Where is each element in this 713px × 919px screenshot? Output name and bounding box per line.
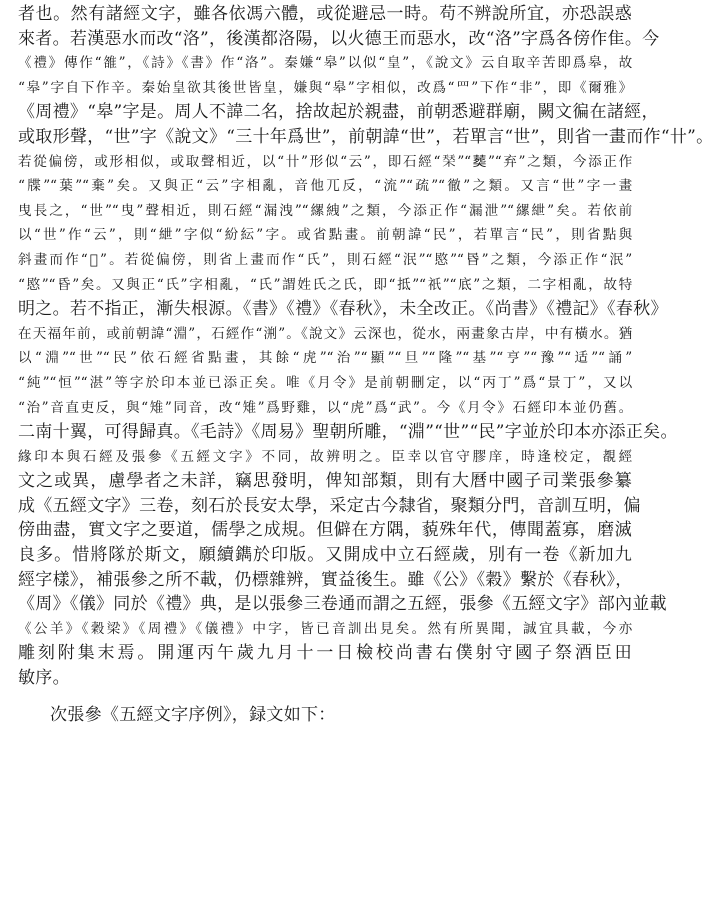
- text-line-28: 敏序。: [18, 668, 70, 689]
- text-line-13: 明之。若不指正，漸失根源。《書》《禮》《春秋》，未全改正。《尚書》《禮記》《春秋》: [18, 299, 668, 320]
- text-line-18: 二南十翼，可得歸真。《毛詩》《周易》聖朝所雕，“淵”“世”“民”字並於印本亦添正矣。: [18, 422, 678, 443]
- text-line-23: 良多。惜將隊於斯文，願續鐫於印版。又開成中立石經歲，別有一卷《新加九: [18, 545, 632, 566]
- text-line-6: 或取形聲，“世”字《說文》“三十年爲世”，前朝諱“世”，若單言“世”，則省一畫而作“卄”。: [18, 126, 713, 147]
- text-line-26: 《公羊》《穀梁》《周禮》《儀禮》中字，皆已音訓出見矣。然有所異聞，誠宜具載，今亦: [18, 620, 632, 637]
- text-line-25: 《周》《儀》同於《禮》典，是以張參三卷通而謂之五經，張參《五經文字》部內並載: [18, 594, 667, 615]
- text-line-24: 經字樣》，補張參之所不載，仍標雜辨，實益後生。雖《公》《穀》繫於《春秋》，: [18, 569, 633, 590]
- text-line-7: 若從偏傍，或形相似，或取聲相近，以“卄”形似“云”，即石經“𣓁”“𦵏”“弃”之類，今添正作: [18, 153, 632, 170]
- text-line-21: 成《五經文字》三卷，刻石於長安太學，采定古今隸省，聚類分門，音訓互明，偏: [18, 495, 641, 516]
- text-line-19: 緣印本與石經及張參《五經文字》不同，故辨明之。臣幸以官守膠庠，時逢校定，覩經: [18, 448, 632, 465]
- text-line-17: “治”音直吏反，與“雉”同音，改“雉”爲野雞，以“虎”爲“武”。今《月令》石經印本並仍舊。: [18, 399, 632, 416]
- text-line-4: “皋”字自下作辛。秦始皇欲其後世皆皇，嫌與“皋”字相似，改爲“罒”下作“非”，即《爾雅》: [18, 79, 632, 96]
- text-line-12: “愍”“昏”矣。又與正“氏”字相亂，“氏”謂姓氏之氏，即“抵”“祇”“底”之類，二字相亂，故特: [18, 276, 632, 293]
- paragraph-gap: [18, 691, 632, 703]
- text-line-5: 《周禮》“皋”字是。周人不諱二名，捨故起於親盡，前朝悉避群廟，闕文徧在諸經，: [18, 102, 659, 123]
- text-line-10: 以“世”作“云”，則“紲”字似“紛紜”字。或省點畫。前朝諱“民”，若單言“民”，則省點與: [18, 227, 632, 244]
- text-line-3: 《禮》傳作“雒”，《詩》《書》作“洛”。秦嫌“皋”以似“皇”，《說文》云自取辛苦即爲皋，故: [18, 55, 632, 72]
- text-line-1: 者也。然有諸經文字，雖各依馮六體，或從避忌一時。苟不辨說所宜，亦恐誤惑: [18, 4, 632, 24]
- text-line-15: 以“淵”“世”“民”依石經省點畫，其餘“虎”“治”“顯”“旦”“隆”“基”“亨”“豫”“适”“誦”: [18, 350, 632, 367]
- text-line-8: “牒”“葉”“棄”矣。又與正“云”字相亂，音他兀反，“流”“疏”“徹”之類。又言“世”字一畫: [18, 178, 632, 195]
- text-line-20: 文之或異，慮學者之未詳，竊思發明，俾知部類，則有大曆中國子司業張參纂: [18, 471, 632, 492]
- text-line-14: 在天福年前，或前朝諱“淵”，石經作“渆”。《說文》云深也，從水，兩畫象古岸，中有橫水。猶: [18, 325, 632, 342]
- text-line-27: 雕刻附集末焉。開運丙午歲九月十一日檢校尚書右僕射守國子祭酒臣田: [18, 643, 632, 664]
- text-line-9: 曳長之，“世”“曳”聲相近，則石經“漏洩”“縲絏”之類，今添正作“漏泄”“縲紲”矣。若依前: [18, 202, 632, 219]
- text-line-22: 傍曲盡，實文字之要道，儒學之成規。但僻在方隅，藐殊年代，傳聞蓋寡，磨滅: [18, 520, 632, 541]
- text-line-16: “純”“恒”“湛”等字於印本並已添正矣。唯《月令》是前朝刪定，以“丙丁”爲“景丁”，又以: [18, 374, 632, 391]
- text-line-2: 來者。若漢惡水而改“洛”，後漢都洛陽，以火德王而惡水，改“洛”字爲各傍作隹。今: [18, 28, 660, 49]
- text-line-11: 斜畫而作“𫝀”。若從偏傍，則省上畫而作“氏”，則石經“泯”“愍”“昬”之類，今添正作“泯”: [18, 251, 632, 268]
- closing-line: 次張參《五經文字序例》，録文如下：: [50, 704, 336, 725]
